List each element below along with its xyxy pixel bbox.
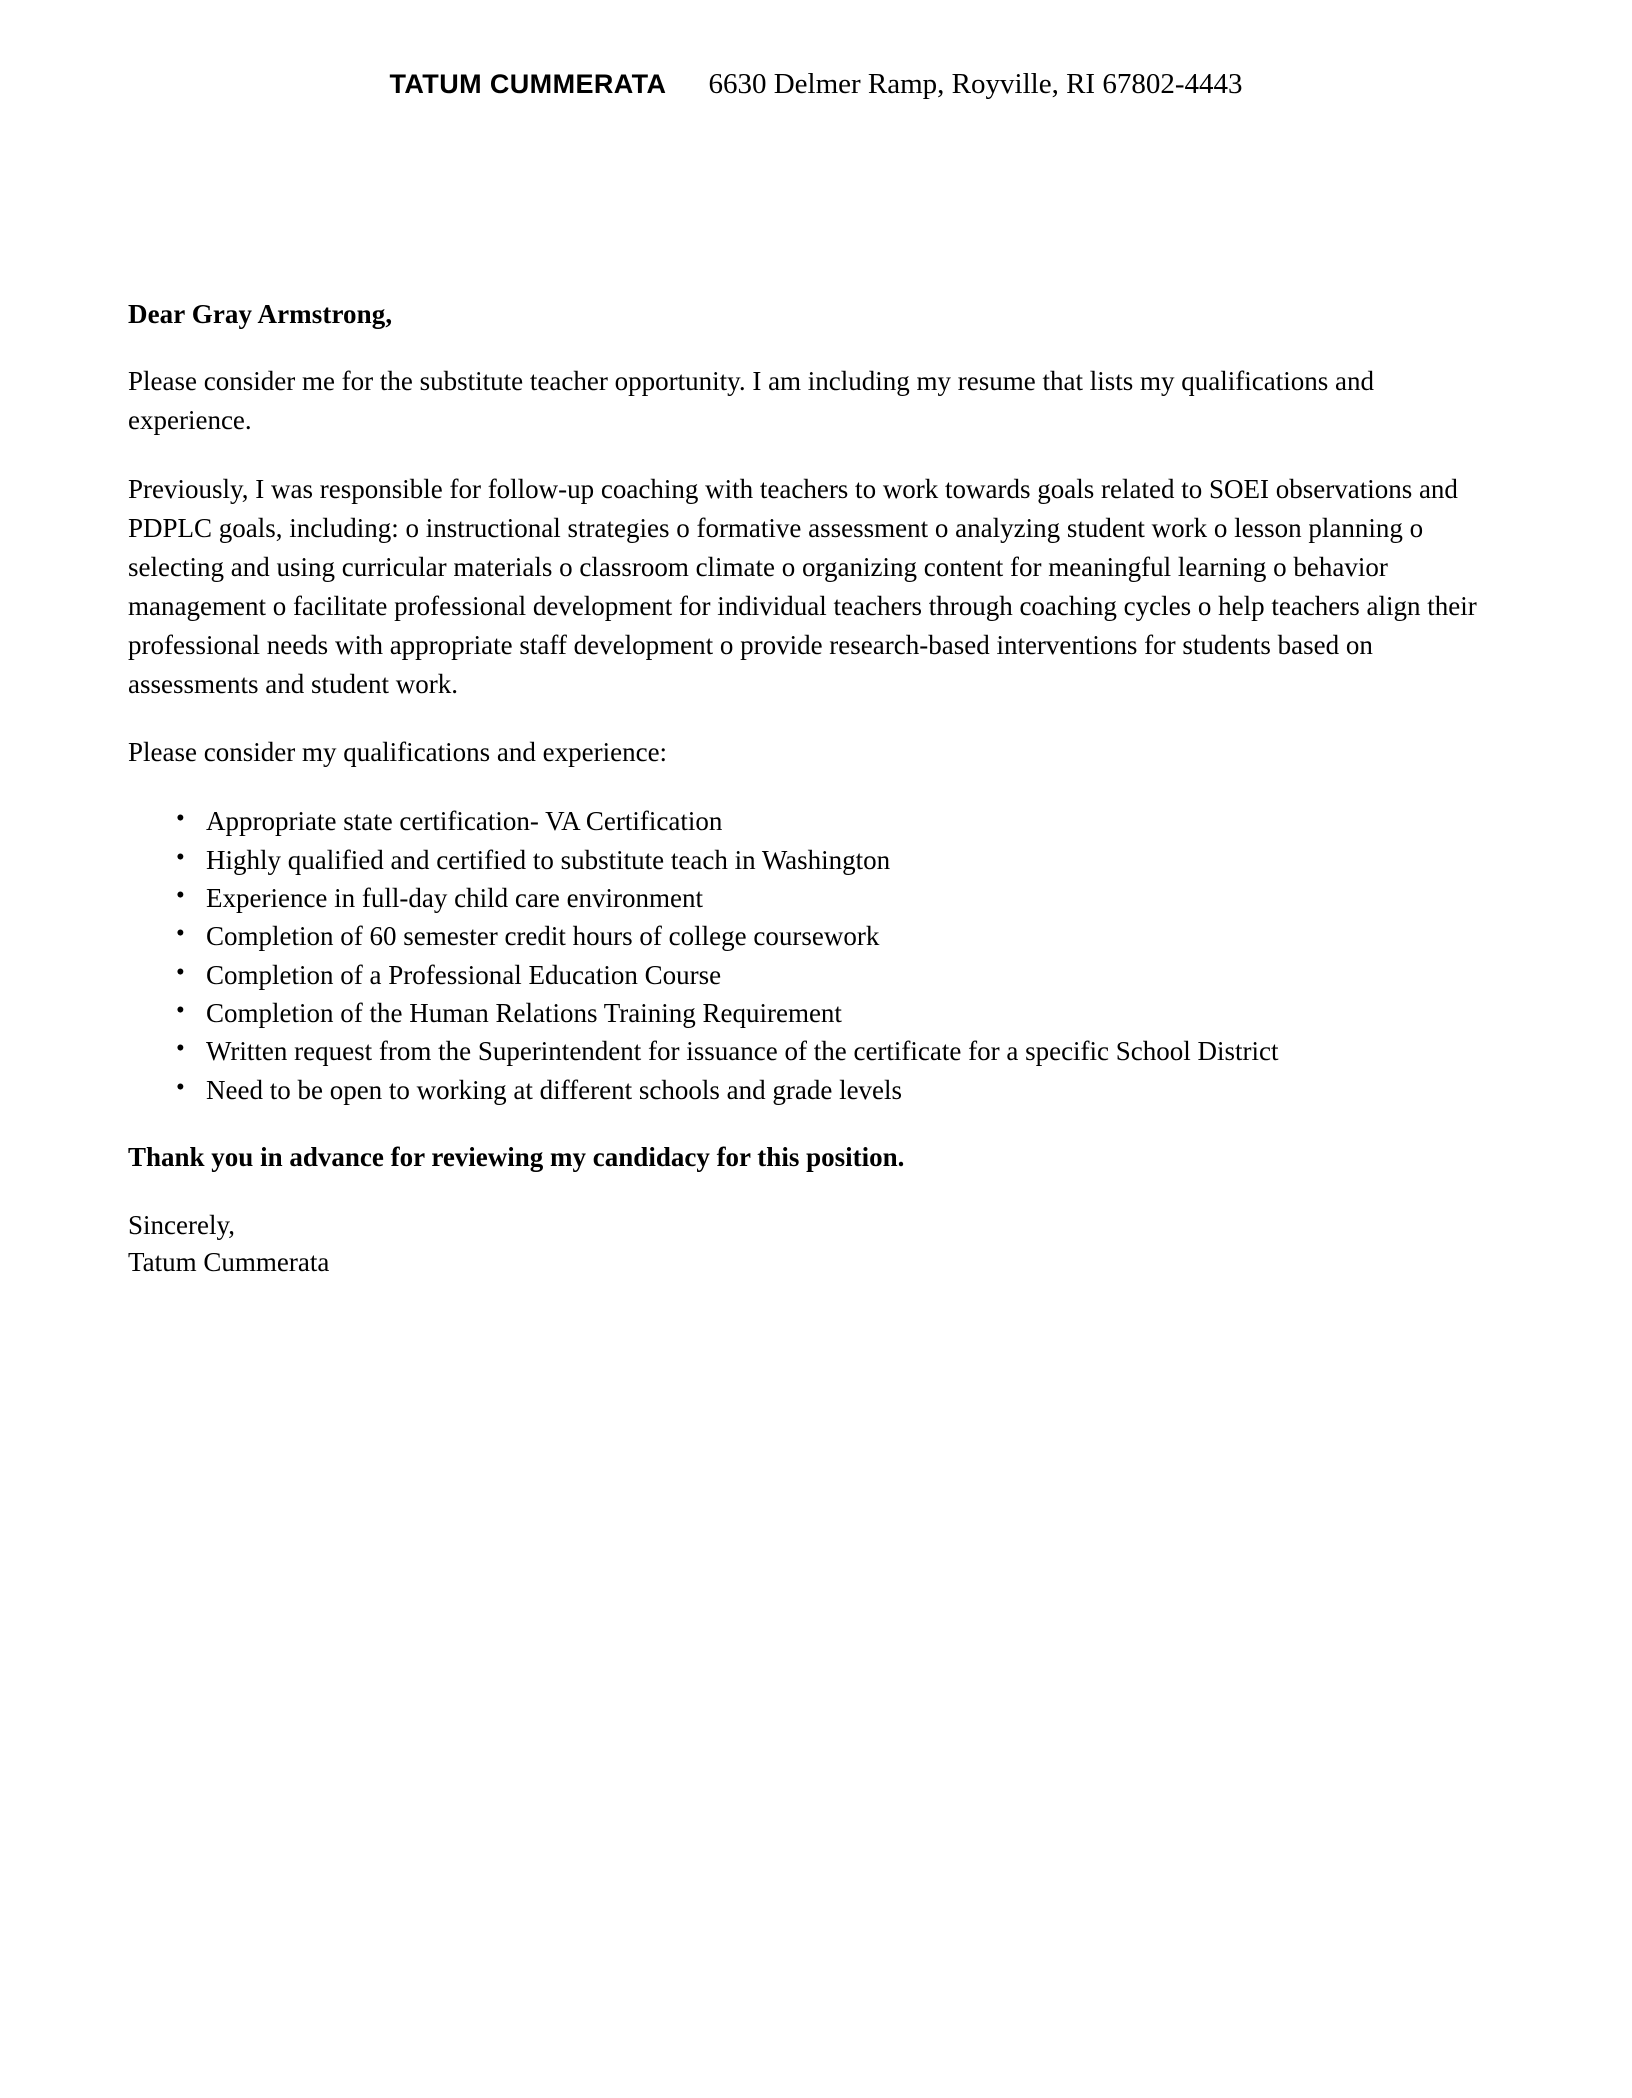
list-item: • Completion of a Professional Education Course [176, 956, 1496, 994]
list-item: • Completion of the Human Relations Training Requirement [176, 994, 1496, 1032]
signature-block [128, 1207, 1496, 1282]
list-item: • Written request from the Superintendent for issuance of the certificate for a specific School District [176, 1032, 1496, 1070]
list-item: • Completion of 60 semester credit hours of college coursework [176, 917, 1496, 955]
signature-name: Tatum Cummerata [128, 1246, 330, 1277]
thank-you-line: Thank you in advance for reviewing my candidacy for this position. [128, 1141, 905, 1172]
closing-line: Sincerely, [128, 1209, 235, 1240]
salutation: Dear Gray Armstrong, [128, 299, 393, 329]
qualifications-list [128, 802, 1496, 1109]
letterhead [0, 68, 1632, 101]
letter-body [128, 296, 1496, 1281]
list-item: • Highly qualified and certified to substitute teach in Washington [176, 841, 1496, 879]
paragraph-qualifications-lead: Please consider my qualifications and experience: [128, 737, 668, 768]
list-item: • Experience in full-day child care environment [176, 879, 1496, 917]
letterhead-name: TATUM CUMMERATA [389, 69, 667, 99]
paragraph-experience: Previously, I was responsible for follow-up coaching with teachers to work towards goals related to SOEI observations and PDPLC goals, including: o instructional strategies o formative assessment o analyzing student work o lesson planning o selecting and using curricular materials o classroom climate o organizing content for meaningful learning o behavior management o facilitate professional development for individual teachers through coaching cycles o help teachers align their professional needs with appropriate staff development o provide research-based interventions for students based on assessments and student work. [128, 474, 1477, 699]
list-item: • Appropriate state certification- VA Certification [176, 802, 1496, 840]
letterhead-address: 6630 Delmer Ramp, Royville, RI 67802-4443 [708, 68, 1243, 100]
list-item: • Need to be open to working at different schools and grade levels [176, 1071, 1496, 1109]
paragraph-intro: Please consider me for the substitute teacher opportunity. I am including my resume that lists my qualifications and experience. [128, 366, 1374, 436]
